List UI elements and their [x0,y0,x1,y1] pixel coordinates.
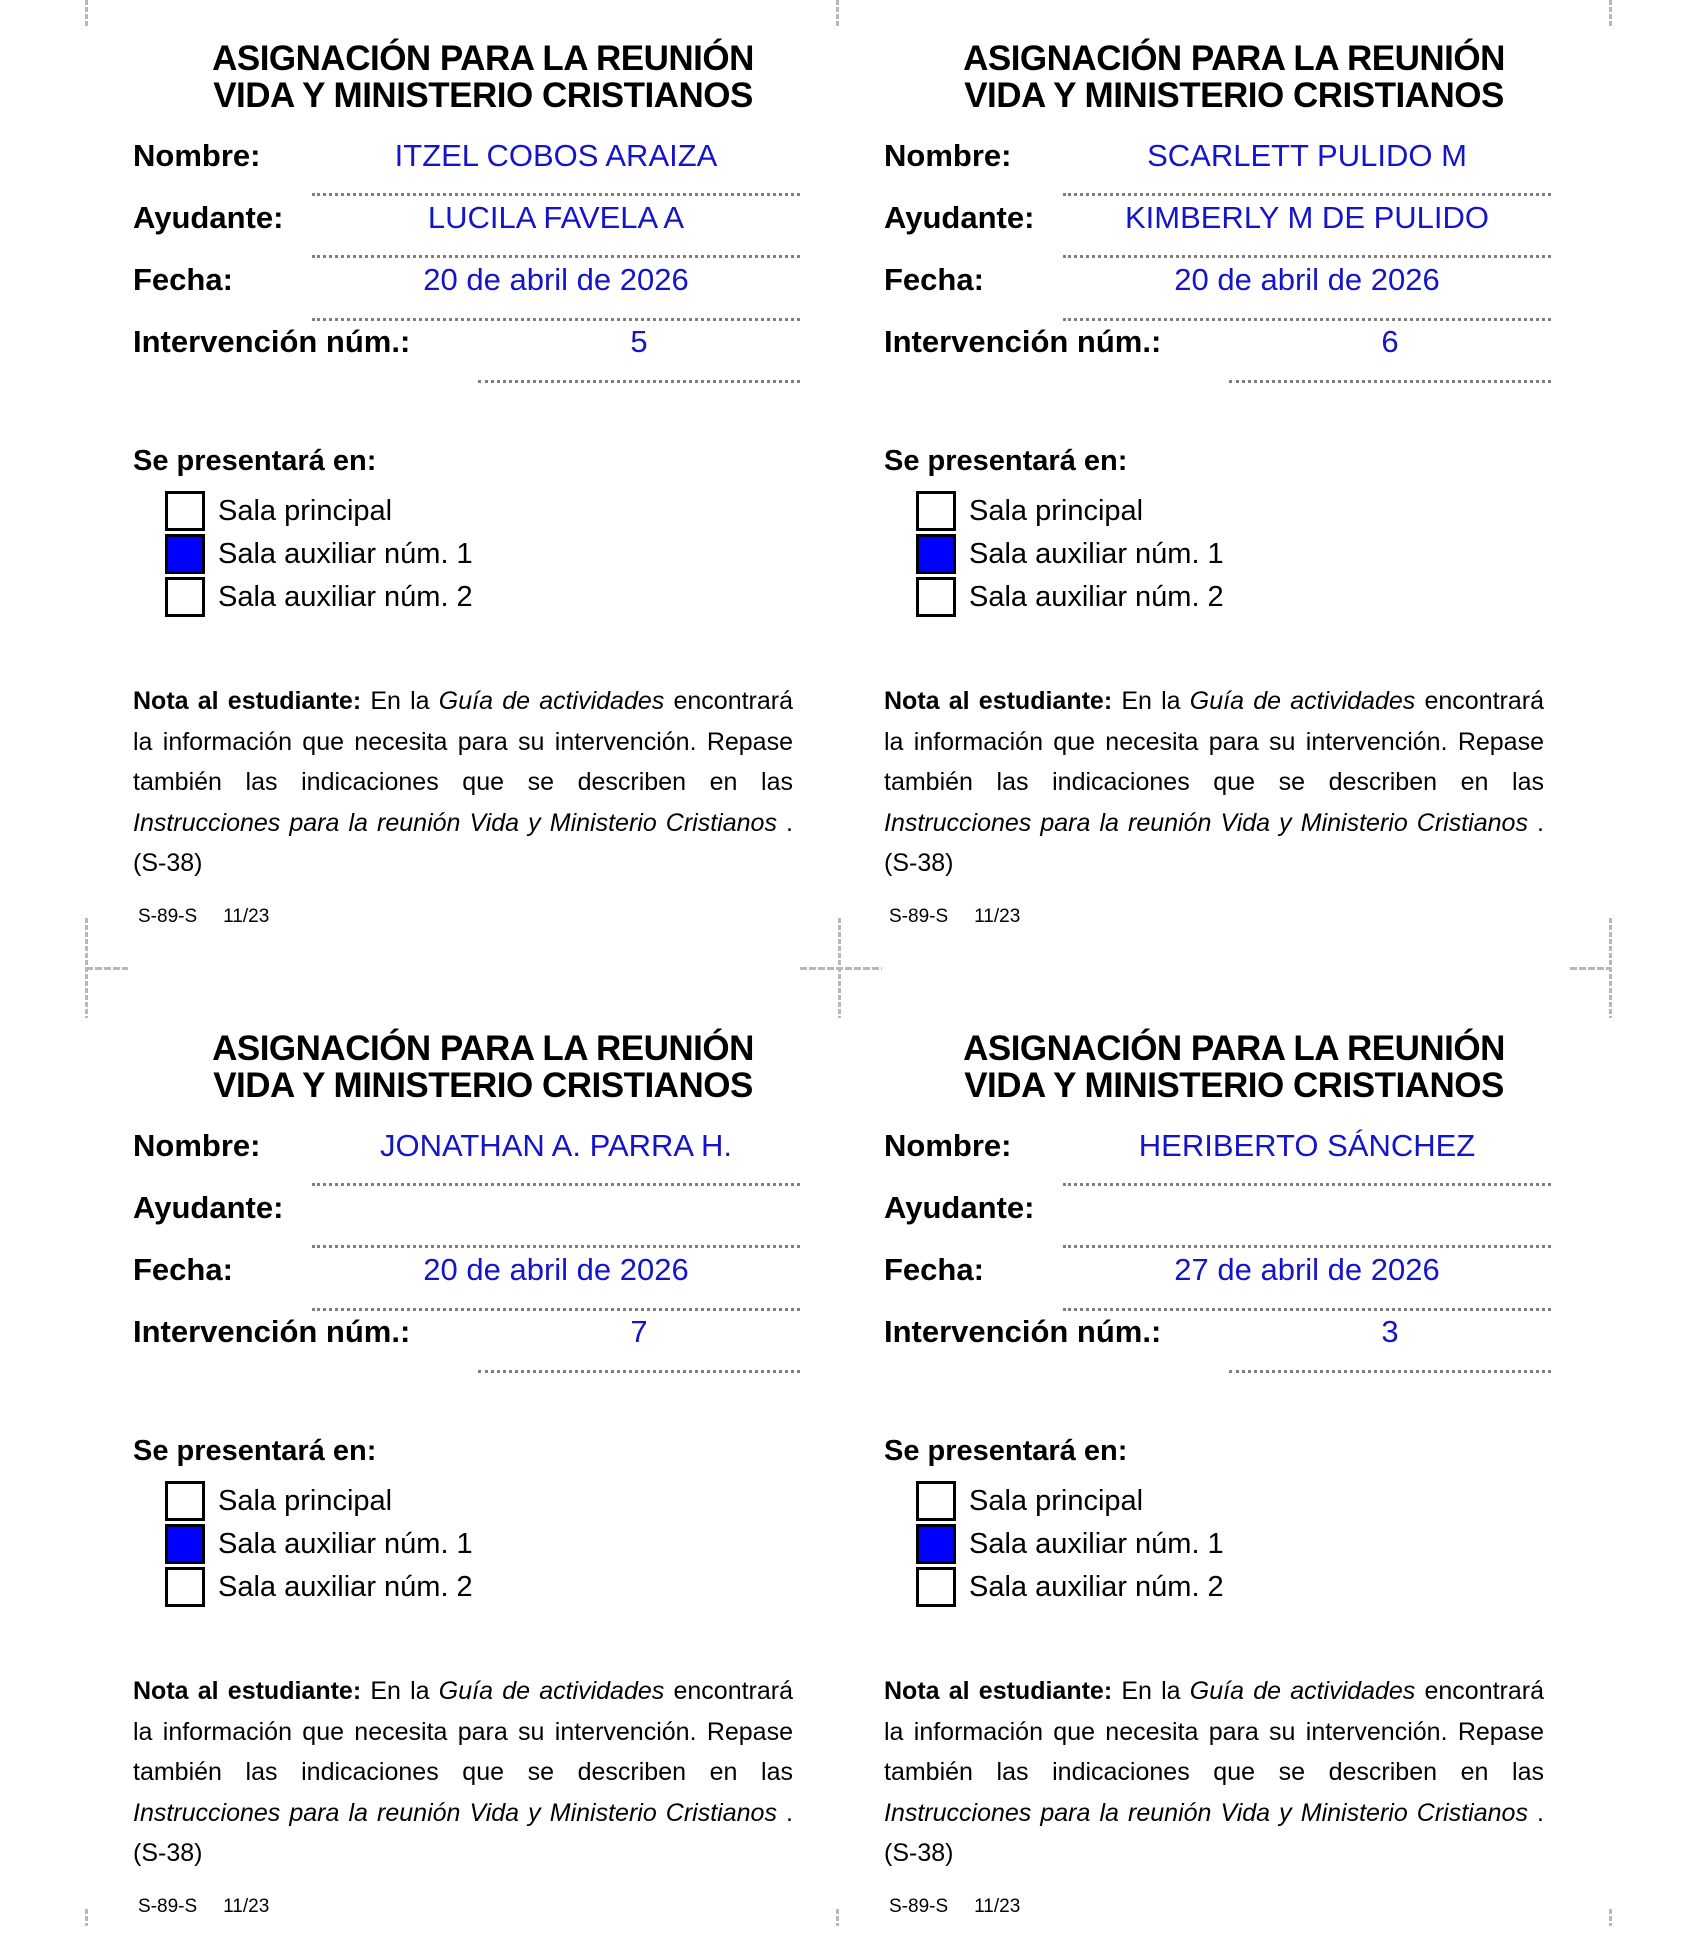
title-line-2: VIDA Y MINISTERIO CRISTIANOS [213,76,753,115]
form-date: 11/23 [223,1896,270,1917]
intervencion-underline [478,380,800,383]
note-instructions-title: Instrucciones para la reunión Vida y Ministerio Cristianos [884,808,1528,837]
crop-mark [1609,1909,1612,1926]
note-text: . (S-38) [884,808,1544,877]
fecha-underline [1063,1308,1551,1311]
nombre-label: Nombre: [133,138,261,173]
intervencion-label: Intervención núm.: [884,324,1162,359]
note-guide-title: Guía de actividades [1189,1677,1416,1705]
student-note [133,681,793,884]
note-text: . (S-38) [133,808,793,877]
checkbox[interactable] [916,491,956,531]
fecha-label: Fecha: [133,1252,233,1287]
form-date: 11/23 [223,906,270,927]
note-text: En la [361,687,439,715]
option-label: Sala auxiliar núm. 2 [969,581,1224,613]
option-label: Sala auxiliar núm. 2 [218,581,473,613]
ayudante-field[interactable]: KIMBERLY M DE PULIDO [1124,200,1490,235]
intervencion-label: Intervención núm.: [133,324,411,359]
fecha-field[interactable]: 20 de abril de 2026 [1174,262,1440,297]
form-footer [138,905,269,929]
se-presentara-label: Se presentará en: [884,445,1128,477]
note-text: encontrará la información que necesita para su intervención. Repase también las indicaciones que se describen en las [133,1677,793,1786]
crop-mark [800,967,882,970]
note-text: encontrará la información que necesita para su intervención. Repase también las indicaciones que se describen en las [884,1677,1544,1786]
option-label: Sala principal [218,495,393,527]
checkbox[interactable] [916,577,956,617]
se-presentara-label: Se presentará en: [133,445,377,477]
form-code: S-89-S [889,1896,949,1917]
intervencion-underline [1229,1370,1551,1373]
title-line-1: ASIGNACIÓN PARA LA REUNIÓN [212,39,754,78]
note-text: En la [361,1677,439,1705]
fecha-underline [1063,318,1551,321]
note-guide-title: Guía de actividades [438,687,665,715]
option-label: Sala auxiliar núm. 1 [218,538,473,570]
option-label: Sala auxiliar núm. 1 [969,1528,1224,1560]
option-label: Sala auxiliar núm. 1 [218,1528,473,1560]
ayudante-underline [1063,255,1551,258]
form-footer [138,1895,269,1919]
fecha-field[interactable]: 27 de abril de 2026 [1174,1252,1440,1287]
fecha-underline [312,318,800,321]
nombre-label: Nombre: [133,1128,261,1163]
intervencion-label: Intervención núm.: [133,1314,411,1349]
option-sala-principal[interactable] [916,1482,1143,1520]
ayudante-underline [312,1245,800,1248]
note-lead: Nota al estudiante: [133,687,362,715]
assignment-card-3 [133,1012,833,1942]
assignment-card-1 [133,22,833,952]
crop-mark [836,0,839,27]
title-line-1: ASIGNACIÓN PARA LA REUNIÓN [963,1029,1505,1068]
se-presentara-label: Se presentará en: [884,1435,1128,1467]
title-line-1: ASIGNACIÓN PARA LA REUNIÓN [963,39,1505,78]
intervencion-label: Intervención núm.: [884,1314,1162,1349]
title-line-2: VIDA Y MINISTERIO CRISTIANOS [964,76,1504,115]
checkbox[interactable] [165,1567,205,1607]
nombre-underline [1063,193,1551,196]
fecha-underline [312,1308,800,1311]
note-text: encontrará la información que necesita para su intervención. Repase también las indicaciones que se describen en las [884,687,1544,796]
title-line-1: ASIGNACIÓN PARA LA REUNIÓN [212,1029,754,1068]
option-sala-auxiliar-1[interactable] [165,1525,473,1563]
nombre-field[interactable]: JONATHAN A. PARRA H. [380,1128,732,1163]
card-title [884,1030,1584,1104]
student-note [133,1671,793,1874]
form-code: S-89-S [889,906,949,927]
fecha-field[interactable]: 20 de abril de 2026 [423,262,689,297]
form-code: S-89-S [138,906,198,927]
note-lead: Nota al estudiante: [884,687,1113,715]
note-lead: Nota al estudiante: [133,1677,362,1705]
crop-mark [85,1909,88,1926]
intervencion-field[interactable]: 3 [1381,1314,1399,1349]
ayudante-label: Ayudante: [884,200,1035,235]
note-instructions-title: Instrucciones para la reunión Vida y Ministerio Cristianos [133,1798,777,1827]
checkbox-checked[interactable] [916,534,956,574]
nombre-label: Nombre: [884,138,1012,173]
ayudante-label: Ayudante: [133,1190,284,1225]
note-guide-title: Guía de actividades [1189,687,1416,715]
title-line-2: VIDA Y MINISTERIO CRISTIANOS [964,1066,1504,1105]
note-text: En la [1112,687,1190,715]
option-sala-auxiliar-2[interactable] [916,1568,1224,1606]
student-note [884,1671,1544,1874]
crop-mark [836,1909,839,1926]
option-sala-principal[interactable] [916,492,1143,530]
assignment-card-4 [884,1012,1584,1942]
crop-mark [1570,967,1610,970]
checkbox[interactable] [165,491,205,531]
option-sala-principal[interactable] [165,1482,392,1520]
checkbox[interactable] [916,1481,956,1521]
ayudante-underline [312,255,800,258]
ayudante-underline [1063,1245,1551,1248]
note-text: . (S-38) [884,1798,1544,1867]
checkbox-checked[interactable] [916,1524,956,1564]
option-label: Sala auxiliar núm. 2 [969,1571,1224,1603]
note-text: encontrará la información que necesita para su intervención. Repase también las indicaciones que se describen en las [133,687,793,796]
nombre-field[interactable]: SCARLETT PULIDO M [1147,138,1467,173]
option-sala-auxiliar-1[interactable] [916,1525,1224,1563]
checkbox[interactable] [916,1567,956,1607]
form-footer [889,1895,1020,1919]
option-label: Sala auxiliar núm. 1 [969,538,1224,570]
intervencion-underline [478,1370,800,1373]
ayudante-field[interactable]: LUCILA FAVELA A [427,200,685,235]
option-sala-auxiliar-2[interactable] [916,578,1224,616]
form-footer [889,905,1020,929]
nombre-field[interactable]: HERIBERTO SÁNCHEZ [1138,1128,1476,1163]
assignment-card-2 [884,22,1584,952]
form-code: S-89-S [138,1896,198,1917]
option-sala-principal[interactable] [165,492,392,530]
checkbox-checked[interactable] [165,534,205,574]
fecha-field[interactable]: 20 de abril de 2026 [423,1252,689,1287]
note-text: . (S-38) [133,1798,793,1867]
card-title [133,40,833,114]
option-label: Sala principal [969,1485,1144,1517]
form-date: 11/23 [974,1896,1021,1917]
note-instructions-title: Instrucciones para la reunión Vida y Ministerio Cristianos [884,1798,1528,1827]
checkbox[interactable] [165,1481,205,1521]
nombre-underline [1063,1183,1551,1186]
fecha-label: Fecha: [884,262,984,297]
option-sala-auxiliar-2[interactable] [165,1568,473,1606]
nombre-label: Nombre: [884,1128,1012,1163]
checkbox-checked[interactable] [165,1524,205,1564]
crop-mark [1609,0,1612,27]
intervencion-underline [1229,380,1551,383]
fecha-label: Fecha: [884,1252,984,1287]
option-label: Sala principal [969,495,1144,527]
title-line-2: VIDA Y MINISTERIO CRISTIANOS [213,1066,753,1105]
form-date: 11/23 [974,906,1021,927]
crop-mark [86,967,128,970]
note-lead: Nota al estudiante: [884,1677,1113,1705]
card-title [133,1030,833,1104]
note-guide-title: Guía de actividades [438,1677,665,1705]
nombre-underline [312,1183,800,1186]
se-presentara-label: Se presentará en: [133,1435,377,1467]
option-sala-auxiliar-2[interactable] [165,578,473,616]
ayudante-label: Ayudante: [884,1190,1035,1225]
card-title [884,40,1584,114]
fecha-label: Fecha: [133,262,233,297]
option-sala-auxiliar-1[interactable] [916,535,1224,573]
student-note [884,681,1544,884]
ayudante-label: Ayudante: [133,200,284,235]
option-label: Sala principal [218,1485,393,1517]
option-label: Sala auxiliar núm. 2 [218,1571,473,1603]
note-text: En la [1112,1677,1190,1705]
nombre-underline [312,193,800,196]
note-instructions-title: Instrucciones para la reunión Vida y Ministerio Cristianos [133,808,777,837]
intervencion-field[interactable]: 6 [1381,324,1399,359]
intervencion-field[interactable]: 7 [630,1314,648,1349]
nombre-field[interactable]: ITZEL COBOS ARAIZA [394,138,718,173]
crop-mark [85,0,88,27]
option-sala-auxiliar-1[interactable] [165,535,473,573]
intervencion-field[interactable]: 5 [630,324,648,359]
checkbox[interactable] [165,577,205,617]
